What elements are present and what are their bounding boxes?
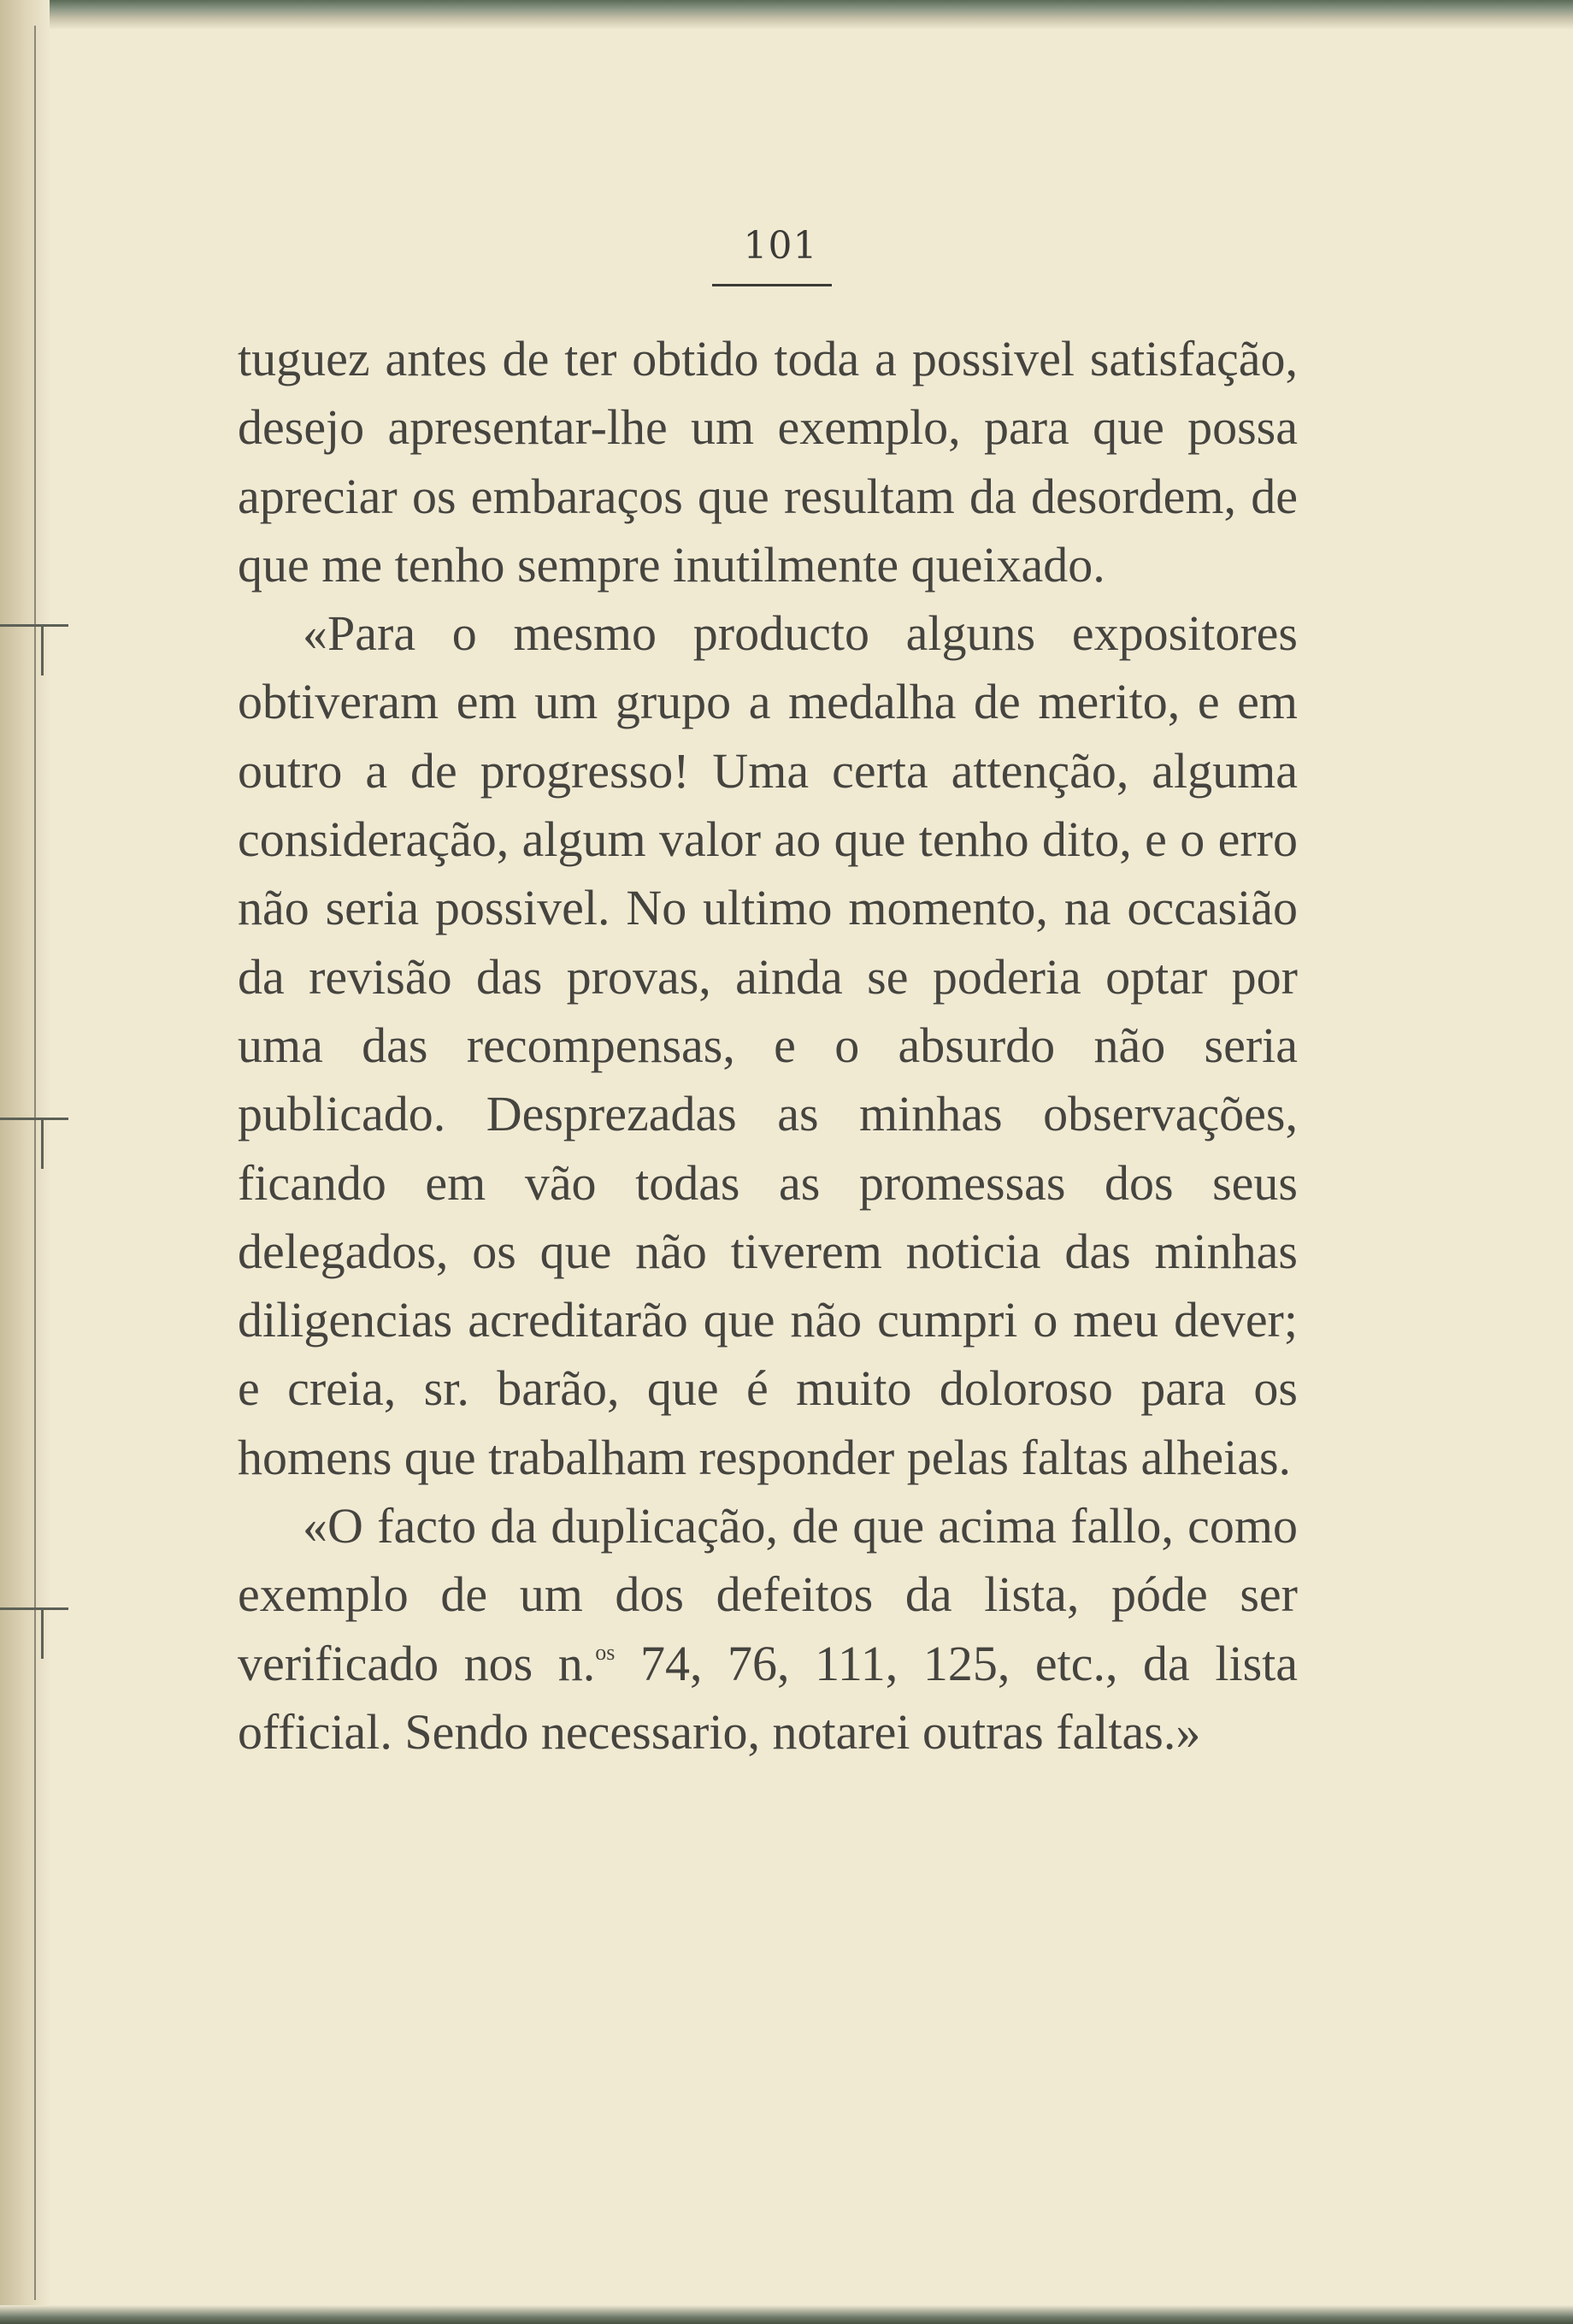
- page-bottom-edge: [0, 2305, 1573, 2324]
- paragraph: tuguez antes de ter obtido toda a possivel satisfação, desejo apresentar-lhe um exemplo, para que possa apreciar os embaraços que resultam da desordem, de que me tenho sempre inutilmente queixado.: [238, 331, 1298, 593]
- binding-thread-mark: [0, 1607, 68, 1610]
- paragraph-text: 74, 76, 111, 125, etc., da lista official. Sendo necessario, notarei outras faltas.»: [238, 1635, 1298, 1760]
- binding-line: [34, 26, 36, 2300]
- body-text: [238, 325, 1298, 1767]
- paragraph: «Para o mesmo producto alguns expositores obtiveram em um grupo a medalha de merito, e em outro a de progresso! Uma certa attenção, alguma consideração, algum valor ao que tenho dito, e o erro não seria possivel. No ultimo momento, na occasião da revisão das provas, ainda se poderia optar por uma das recompensas, e o absurdo não seria publicado. Desprezadas as minhas observações, ficando em vão todas as promessas dos seus delegados, os que não tiverem noticia das minhas diligencias acreditarão que não cumpri o meu dever; e creia, sr. barão, que é muito doloroso para os homens que trabalham responder pelas faltas alheias.: [238, 605, 1298, 1485]
- binding-thread-mark: [0, 624, 68, 627]
- binding-thread-mark: [0, 1118, 68, 1120]
- superscript: os: [595, 1639, 616, 1665]
- page-number: 101: [743, 224, 818, 268]
- page-top-edge: [0, 0, 1573, 29]
- paragraph: [238, 1492, 1298, 1767]
- page-number-rule: [712, 284, 832, 286]
- paragraph-text: «O facto da duplicação, de que acima fallo, como exemplo de um dos defeitos da lista, póde ser verificado nos n.: [238, 1498, 1298, 1691]
